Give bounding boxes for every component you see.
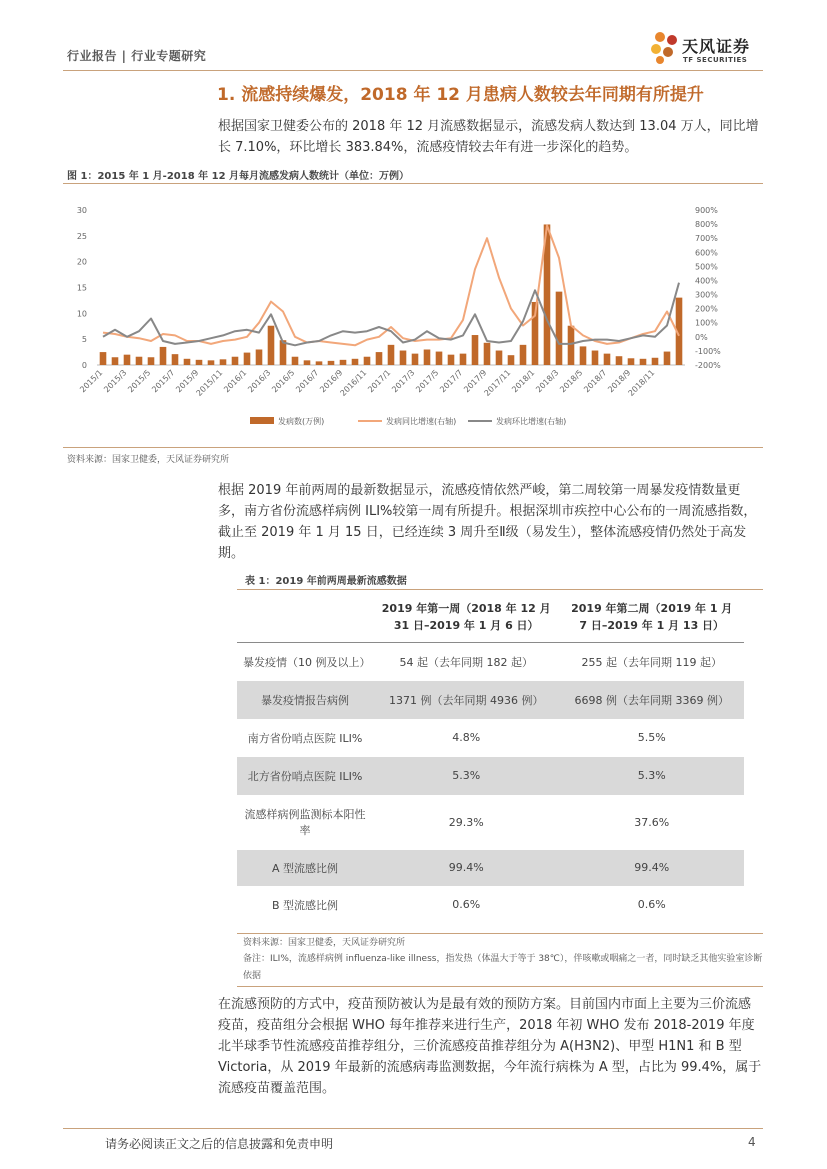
disclaimer-notice: 请务必阅读正文之后的信息披露和免责申明 (105, 1137, 334, 1151)
table-row (237, 643, 744, 681)
bar-cases (256, 350, 263, 366)
bar-cases (304, 360, 311, 365)
page-number: 4 (748, 1135, 756, 1149)
line-mom-growth (103, 283, 679, 346)
table-note-rule (237, 986, 763, 987)
paragraph-2: 根据 2019 年前两周的最新数据显示，流感疫情依然严峻，第二周较第一周暴发疫情数量更多，南方省份流感样病例 ILI%较第一周有所提升。根据深圳市疾控中心公布的一周流感指数，截止至 2019 年 1 月 15 日，已经连续 3 周升至Ⅱ级（易发生），整体流感疫情仍然处于高发期。 (218, 483, 757, 561)
row-label: 南方省份哨点医院 ILI% (247, 731, 363, 745)
legend-label-cases: 发病数(万例) (278, 417, 325, 426)
table-header-week1: 2019 年第一周（2018 年 12 月31 日–2019 年 1 月 6 日） (373, 592, 559, 643)
figure-bottom-rule (63, 447, 763, 448)
y-right-tick-label: 200% (695, 304, 718, 314)
flu-data-table (237, 592, 744, 924)
table-note: 备注：ILI%，流感样病例 influenza-like illness，指发热（体温大于等于 38℃），伴咳嗽或咽痛之一者，同时缺乏其他实验室诊断依据 (243, 954, 763, 981)
chart-legend (230, 412, 610, 430)
x-tick-label: 2018/3 (534, 368, 561, 395)
x-tick-label: 2016/11 (338, 368, 369, 398)
y-left-tick-label: 20 (76, 257, 87, 267)
y-right-tick-label: 100% (695, 318, 718, 328)
y-left-tick-label: 5 (81, 335, 87, 345)
section-title: 1. 流感持续爆发，2018 年 12 月患病人数较去年同期有所提升 (217, 85, 704, 105)
cell-week2: 99.4% (559, 850, 744, 886)
report-category: 行业报告 | 行业专题研究 (67, 49, 207, 63)
cell-week2: 6698 例（去年同期 3369 例） (559, 681, 744, 719)
row-label: 流感样病例监测标本阳性率 (244, 808, 366, 837)
bar-cases (520, 345, 527, 365)
cell-week2: 5.3% (559, 757, 744, 795)
bar-cases (244, 353, 251, 365)
y-left-tick-label: 10 (76, 309, 87, 319)
row-label: B 型流感比例 (271, 898, 339, 912)
y-left-tick-label: 15 (76, 283, 87, 293)
paragraph-1: 根据国家卫健委公布的 2018 年 12 月流感数据显示，流感发病人数达到 13.04 万人，同比增长 7.10%，环比增长 383.84%，流感疫情较去年有进一步深化的趋势。 (218, 119, 759, 155)
legend-label-yoy: 发病同比增速(右轴) (386, 417, 457, 426)
x-tick-label: 2015/9 (174, 368, 201, 395)
bar-cases (412, 354, 419, 365)
x-tick-label: 2015/3 (102, 368, 129, 395)
x-tick-label: 2017/3 (390, 368, 417, 395)
bar-cases (388, 345, 395, 365)
table-row (237, 886, 744, 924)
bar-cases (592, 351, 599, 365)
row-label: A 型流感比例 (237, 850, 373, 886)
bar-cases (136, 357, 143, 365)
x-tick-label: 2017/7 (438, 368, 465, 395)
bar-cases (484, 343, 491, 365)
x-tick-label: 2016/1 (222, 368, 249, 395)
bar-cases (160, 347, 167, 365)
x-tick-label: 2018/7 (582, 368, 609, 395)
bar-cases (616, 356, 623, 365)
x-tick-label: 2018/5 (558, 368, 585, 395)
bar-cases (124, 355, 131, 365)
y-right-tick-label: 0% (695, 332, 708, 342)
bar-cases (292, 357, 299, 365)
line-yoy-growth (103, 226, 679, 346)
table-header-blank (237, 592, 373, 643)
bar-cases (208, 360, 215, 365)
bar-cases (364, 357, 371, 365)
bar-cases (268, 326, 275, 365)
cell-week1: 29.3% (448, 815, 484, 829)
table-row (237, 757, 744, 795)
x-tick-label: 2017/1 (366, 368, 393, 395)
row-label: 暴发疫情（10 例及以上） (243, 655, 371, 669)
x-tick-label: 2015/7 (150, 368, 177, 395)
bar-cases (424, 350, 431, 366)
bar-cases (628, 358, 635, 365)
row-label: 暴发疫情报告病例 (237, 681, 373, 719)
bar-cases (352, 359, 359, 365)
y-right-tick-label: 700% (695, 234, 718, 244)
bar-cases (652, 358, 659, 365)
cell-week1: 99.4% (373, 850, 559, 886)
x-tick-label: 2016/5 (270, 368, 297, 395)
cell-week2: 37.6% (634, 815, 670, 829)
cell-week1: 1371 例（去年同期 4936 例） (373, 681, 559, 719)
bar-cases (100, 352, 107, 365)
bar-cases (184, 359, 191, 365)
bar-cases (448, 355, 455, 365)
y-right-tick-label: 900% (695, 206, 718, 215)
table-header-week2: 2019 年第二周（2019 年 1 月 7 日–2019 年 1 月 13 日） (559, 592, 744, 643)
cell-week2: 255 起（去年同期 119 起） (581, 655, 722, 669)
x-tick-label: 2016/7 (294, 368, 321, 395)
y-left-tick-label: 30 (76, 206, 87, 215)
y-right-tick-label: 800% (695, 220, 718, 230)
cell-week1: 4.8% (452, 731, 481, 744)
header-divider (63, 70, 763, 71)
bar-cases (568, 326, 575, 365)
bar-cases (376, 352, 383, 365)
y-right-tick-label: 600% (695, 248, 718, 258)
y-right-tick-label: 400% (695, 276, 718, 286)
x-tick-label: 2015/11 (194, 368, 225, 398)
legend-swatch-cases (250, 417, 274, 424)
x-tick-label: 2016/9 (318, 368, 345, 395)
table-row (237, 795, 744, 850)
figure-top-rule (63, 183, 763, 184)
table-row (237, 850, 744, 886)
bar-cases (316, 361, 323, 365)
table-row (237, 719, 744, 757)
bar-cases (556, 292, 563, 365)
y-right-tick-label: 300% (695, 290, 718, 300)
bar-cases (604, 354, 611, 365)
bar-cases (580, 346, 587, 365)
bar-cases (148, 357, 155, 365)
bar-cases (508, 355, 515, 365)
paragraph-3: 在流感预防的方式中，疫苗预防被认为是最有效的预防方案。目前国内市面上主要为三价流感疫苗，疫苗组分会根据 WHO 每年推荐来进行生产，2018 年初 WHO 发布 2018-2019 年度北半球季节性流感疫苗推荐组分，三价流感疫苗推荐组分为 A(H3N2)、甲型 H1N1 和 B 型 Victoria，从 2019 年最新的流感病毒监测数据，今年流行病株为 A 型，占比为 99.4%，属于流感疫苗覆盖范围。 (218, 997, 762, 1096)
bar-cases (436, 352, 443, 365)
bar-cases (496, 351, 503, 365)
y-left-tick-label: 0 (81, 361, 87, 370)
table-header-row (237, 592, 744, 643)
cell-week2: 0.6% (637, 898, 666, 911)
x-tick-label: 2015/5 (126, 368, 153, 395)
cell-week1: 54 起（去年同期 182 起） (399, 655, 533, 669)
table-source: 资料来源：国家卫健委，天风证券研究所 (243, 938, 406, 948)
bar-cases (400, 351, 407, 365)
y-right-tick-label: -100% (695, 346, 721, 356)
logo-text-en: TF SECURITIES (683, 56, 748, 64)
x-tick-label: 2018/9 (606, 368, 633, 395)
bar-cases (460, 354, 467, 365)
y-left-tick-label: 25 (76, 231, 87, 241)
y-right-tick-label: -200% (695, 361, 721, 370)
bar-cases (340, 360, 347, 365)
table-caption: 表 1：2019 年前两周最新流感数据 (245, 576, 407, 587)
table-row (237, 681, 744, 719)
cell-week1: 5.3% (373, 757, 559, 795)
legend-label-mom: 发病环比增速(右轴) (496, 417, 567, 426)
logo-mark-icon (648, 30, 682, 66)
y-right-tick-label: 500% (695, 262, 718, 272)
bar-cases (172, 354, 179, 365)
table-bottom-rule (237, 933, 763, 934)
x-tick-label: 2017/11 (482, 368, 513, 398)
x-tick-label: 2018/11 (626, 368, 657, 398)
bar-cases (664, 352, 671, 365)
table-top-rule (237, 589, 763, 590)
footer-divider (63, 1128, 763, 1129)
x-tick-label: 2015/1 (78, 368, 105, 395)
bar-cases (328, 361, 335, 365)
cell-week2: 5.5% (637, 731, 666, 744)
figure-source: 资料来源：国家卫健委，天风证券研究所 (67, 455, 230, 465)
x-tick-label: 2017/5 (414, 368, 441, 395)
flu-cases-chart (63, 190, 763, 435)
x-tick-label: 2017/9 (462, 368, 489, 395)
bar-cases (112, 357, 119, 365)
bar-cases (640, 359, 647, 365)
bar-cases (472, 335, 479, 365)
x-tick-label: 2018/1 (510, 368, 537, 395)
bar-cases (220, 359, 227, 365)
x-tick-label: 2016/3 (246, 368, 273, 395)
cell-week1: 0.6% (452, 898, 481, 911)
figure-caption: 图 1：2015 年 1 月-2018 年 12 月每月流感发病人数统计（单位：万例） (67, 171, 410, 182)
row-label: 北方省份哨点医院 ILI% (237, 757, 373, 795)
bar-cases (232, 357, 239, 365)
bar-cases (196, 360, 203, 365)
logo-text-cn: 天风证券 (682, 37, 751, 56)
